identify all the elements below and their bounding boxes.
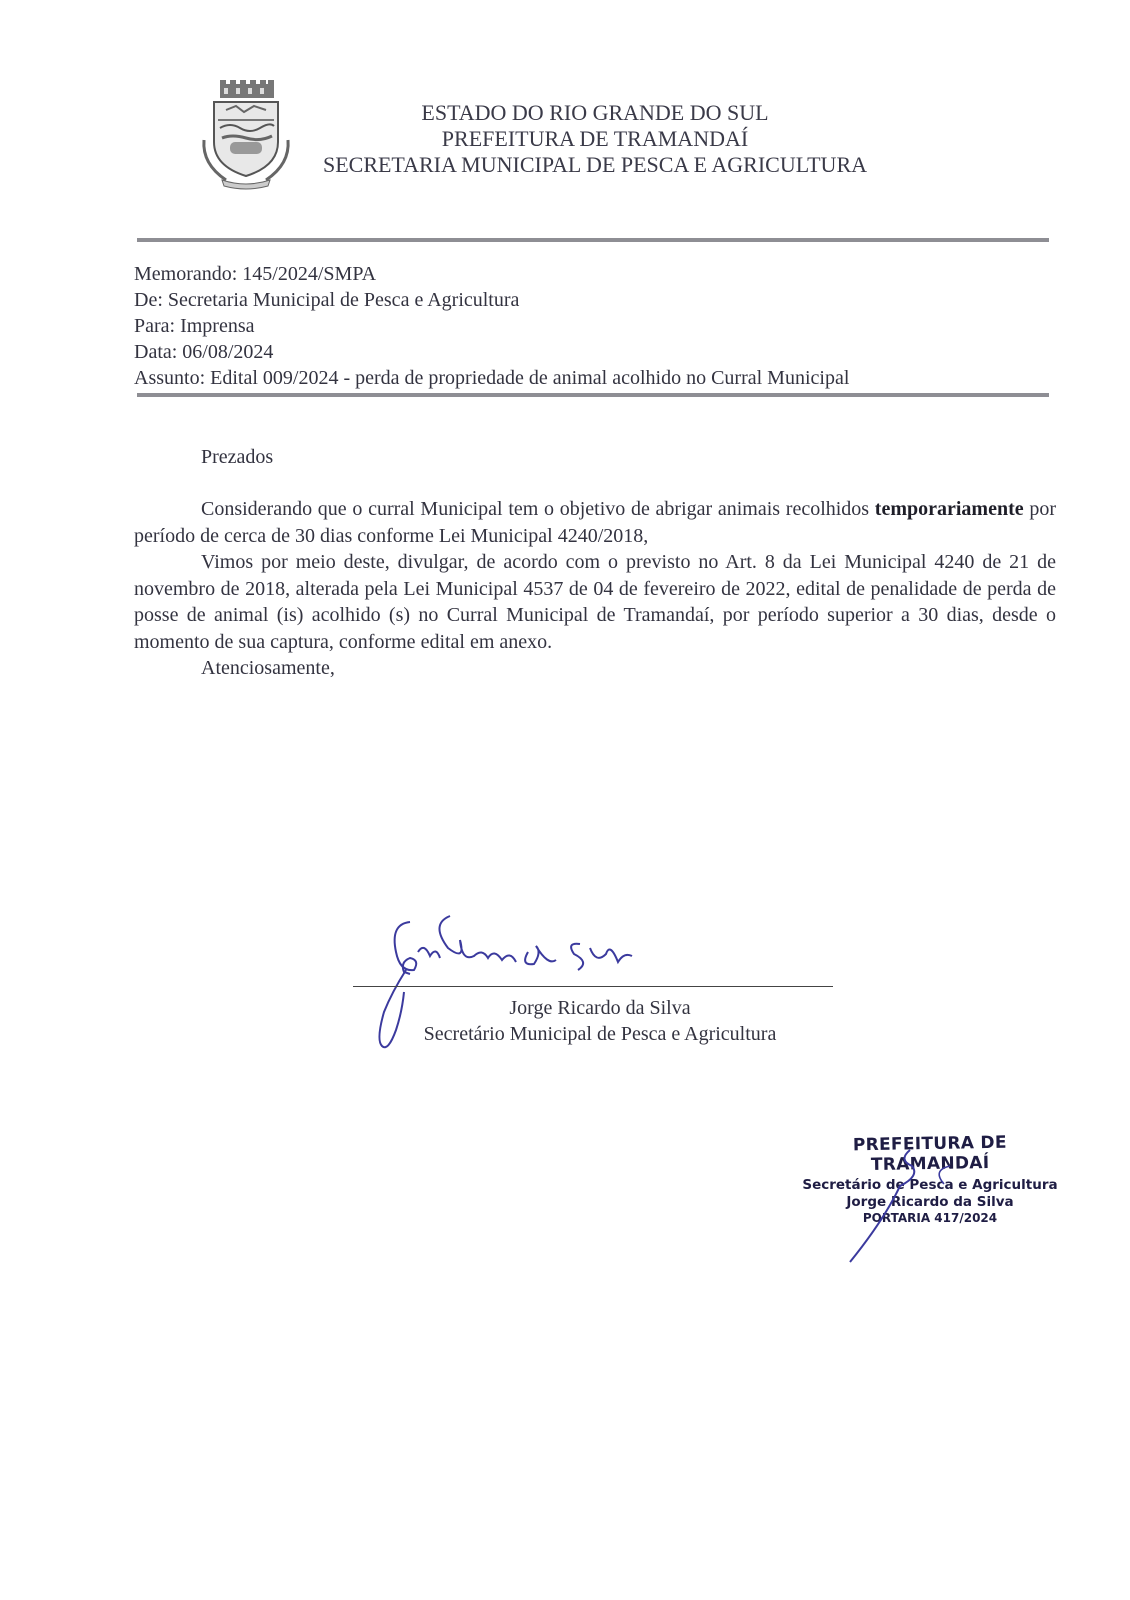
- stamp-line-1: PREFEITURA DE TRAMANDAÍ: [852, 1132, 1007, 1176]
- paragraph-1: [134, 496, 1056, 549]
- coat-of-arms-icon: [196, 80, 296, 192]
- letterhead-city: PREFEITURA DE TRAMANDAÍ: [441, 126, 749, 151]
- letterhead-department: SECRETARIA MUNICIPAL DE PESCA E AGRICULTURA: [322, 152, 868, 177]
- signer-name: Jorge Ricardo da Silva: [509, 997, 691, 1019]
- memo-date: Data: 06/08/2024: [134, 341, 274, 363]
- memo-number: Memorando: 145/2024/SMPA: [134, 263, 377, 285]
- closing: Atenciosamente,: [201, 657, 335, 679]
- letterhead-state: ESTADO DO RIO GRANDE DO SUL: [421, 100, 769, 125]
- paragraph-1-start: Considerando que o curral Municipal tem o objetivo de abrigar animais recolhidos: [201, 498, 875, 520]
- memo-to: Para: Imprensa: [134, 315, 255, 337]
- greeting: Prezados: [201, 446, 274, 468]
- memo-header: [134, 261, 1054, 391]
- paragraph-2: Vimos por meio deste, divulgar, de acordo com o previsto no Art. 8 da Lei Municipal 4240 de 21 de novembro de 2018, alterada pela Lei Municipal 4537 de 04 de fevereiro de 2022, edital de penalidade de perda de posse de animal (is) acolhido (s) no Curral Municipal de Tramandaí, por período superior a 30 dias, desde o momento de sua captura, conforme edital em anexo.: [134, 551, 1056, 653]
- letterhead: [300, 100, 890, 178]
- stamp-initials: [840, 1140, 1040, 1270]
- memo-from: De: Secretaria Municipal de Pesca e Agricultura: [134, 289, 520, 311]
- stamp-line-3: Jorge Ricardo da Silva: [846, 1194, 1014, 1210]
- paragraph-1-emphasis: temporariamente: [874, 498, 1024, 520]
- stamp-line-4: PORTARIA 417/2024: [862, 1211, 998, 1225]
- signer-block: [380, 995, 820, 1047]
- memo-subject: Assunto: Edital 009/2024 - perda de propriedade de animal acolhido no Curral Municipal: [134, 367, 850, 389]
- signature-line: [353, 986, 833, 987]
- divider-bottom: [137, 393, 1049, 397]
- memo-body: [134, 496, 1056, 682]
- paragraph-1-end: por período de cerca de 30 dias conforme Lei Municipal 4240/2018,: [134, 498, 1056, 547]
- divider-top: [137, 238, 1049, 242]
- stamp-line-2: Secretário de Pesca e Agricultura: [802, 1177, 1058, 1193]
- handwritten-signature: [370, 912, 670, 1072]
- signer-title: Secretário Municipal de Pesca e Agricultura: [423, 1023, 777, 1045]
